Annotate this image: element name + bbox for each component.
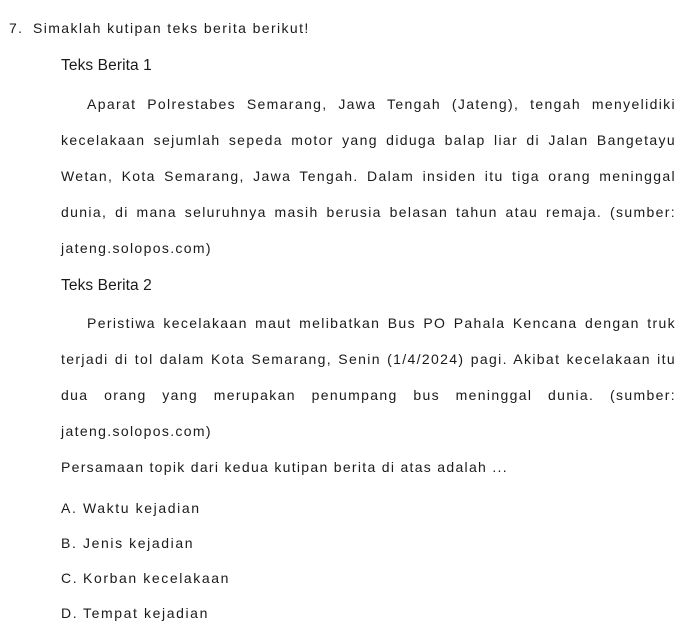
article-2-body: Peristiwa kecelakaan maut melibatkan Bus PO Pahala Kencana dengan truk terjadi di tol dalam Kota Semarang, Senin (1/4/2024) pagi. Akibat kecelakaan itu dua orang yang merupakan penumpang bus meninggal dunia. (sumber: jateng.solopos.com) (61, 315, 676, 439)
answer-option-c[interactable] (61, 566, 230, 590)
option-text: Jenis kejadian (83, 535, 195, 551)
answer-option-a[interactable] (61, 496, 230, 520)
option-letter: A. (61, 500, 78, 516)
option-letter: D. (61, 605, 79, 621)
answer-option-d[interactable] (61, 601, 230, 625)
question-instruction: Simaklah kutipan teks berita berikut! (33, 20, 310, 36)
option-text: Korban kecelakaan (83, 570, 231, 586)
article-1-body: Aparat Polrestabes Semarang, Jawa Tengah (Jateng), tengah menyelidiki kecelakaan sejumlah sepeda motor yang diduga balap liar di Jalan Bangetayu Wetan, Kota Semarang, Jawa Tengah. Dalam insiden itu tiga orang meninggal dunia, di mana seluruhnya masih berusia belasan tahun atau remaja. (sumber: jateng.solopos.com) (61, 96, 676, 256)
option-text: Tempat kejadian (83, 605, 209, 621)
article-1-heading: Teks Berita 1 (61, 57, 152, 74)
question-number: 7. (9, 20, 24, 36)
question-prompt: Persamaan topik dari kedua kutipan berita di atas adalah ... (61, 459, 508, 475)
question-instruction-line (9, 20, 310, 36)
article-2-heading: Teks Berita 2 (61, 277, 152, 294)
answer-options (61, 496, 230, 636)
answer-option-b[interactable] (61, 531, 230, 555)
option-letter: B. (61, 535, 78, 551)
option-text: Waktu kejadian (83, 500, 201, 516)
option-letter: C. (61, 570, 79, 586)
